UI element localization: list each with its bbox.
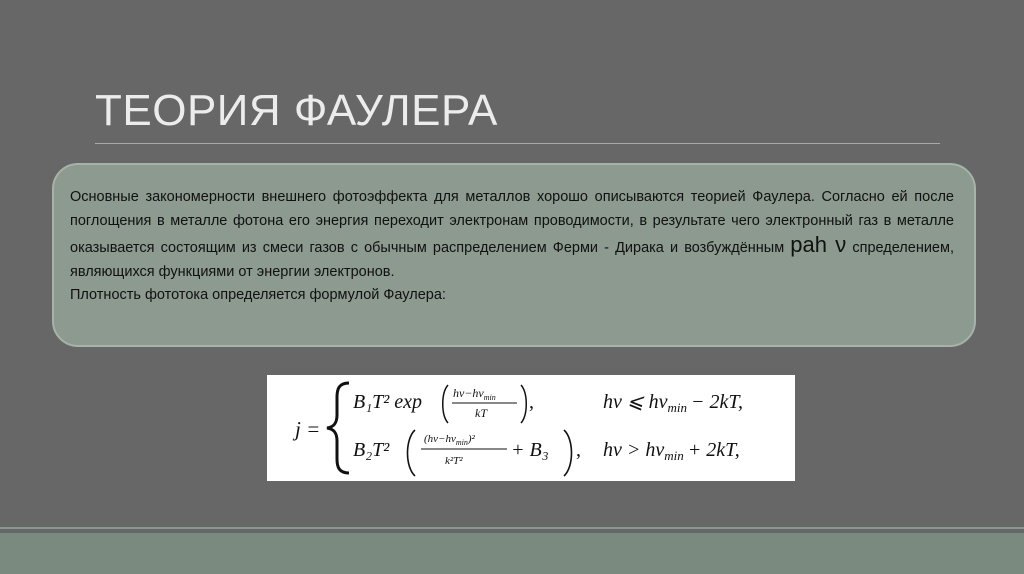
left-brace-icon [327,383,349,473]
body-paragraph-2: Плотность фототока определяется формулой Фаулера: [70,287,446,303]
row2-frac-num: $(h\nu-h\nu_{min})^2$ [424,433,475,447]
row2-condition: $h\nu > h\nu_{min} + 2kT$, [603,439,740,463]
row1-condition: hν ⩽ $h\nu_{min} - 2kT$, [603,391,744,415]
text-box [52,163,976,347]
big-fragment: рah ν [790,232,847,257]
row1-paren-right [521,385,526,423]
body-paragraph-1 [70,186,954,284]
row2-frac-den: k²T² [445,455,463,467]
fowler-formula [267,375,795,481]
row1-frac-den: kT [475,406,487,420]
row2-plus-term: + B₃ [511,439,549,461]
bottom-band [0,533,1024,574]
row1-paren-left [443,385,448,423]
row2-paren-right [564,430,572,476]
row1-comma: , [529,391,534,413]
row1-frac-num: $h\nu-h\nu_{min}$ [453,386,496,402]
title-divider [95,143,940,144]
slide-title: ТЕОРИЯ ФАУЛЕРА [95,86,498,135]
row2-expression: B₂T² [353,439,390,461]
body-text-1-end: спределением, являющихся функциями от энергии электронов. [70,240,954,280]
row2-comma: , [576,439,581,461]
row2-paren-left [408,430,416,476]
formula-lhs: j = [295,417,321,441]
bottom-divider [0,527,1024,529]
body-text-1: Основные закономерности внешнего фотоэффекта для металлов хорошо описываются теорией Фаулера. Согласно ей после поглощения в металле фотона его энергия переходит электронам проводимости, в результате чего электронный газ в металле оказывается состоящим из смеси газов с обычным распределением Ферми - Дирака и возбуждённым [70,189,954,256]
formula-svg [267,375,795,481]
row1-expression: B₁T² exp [353,391,423,413]
